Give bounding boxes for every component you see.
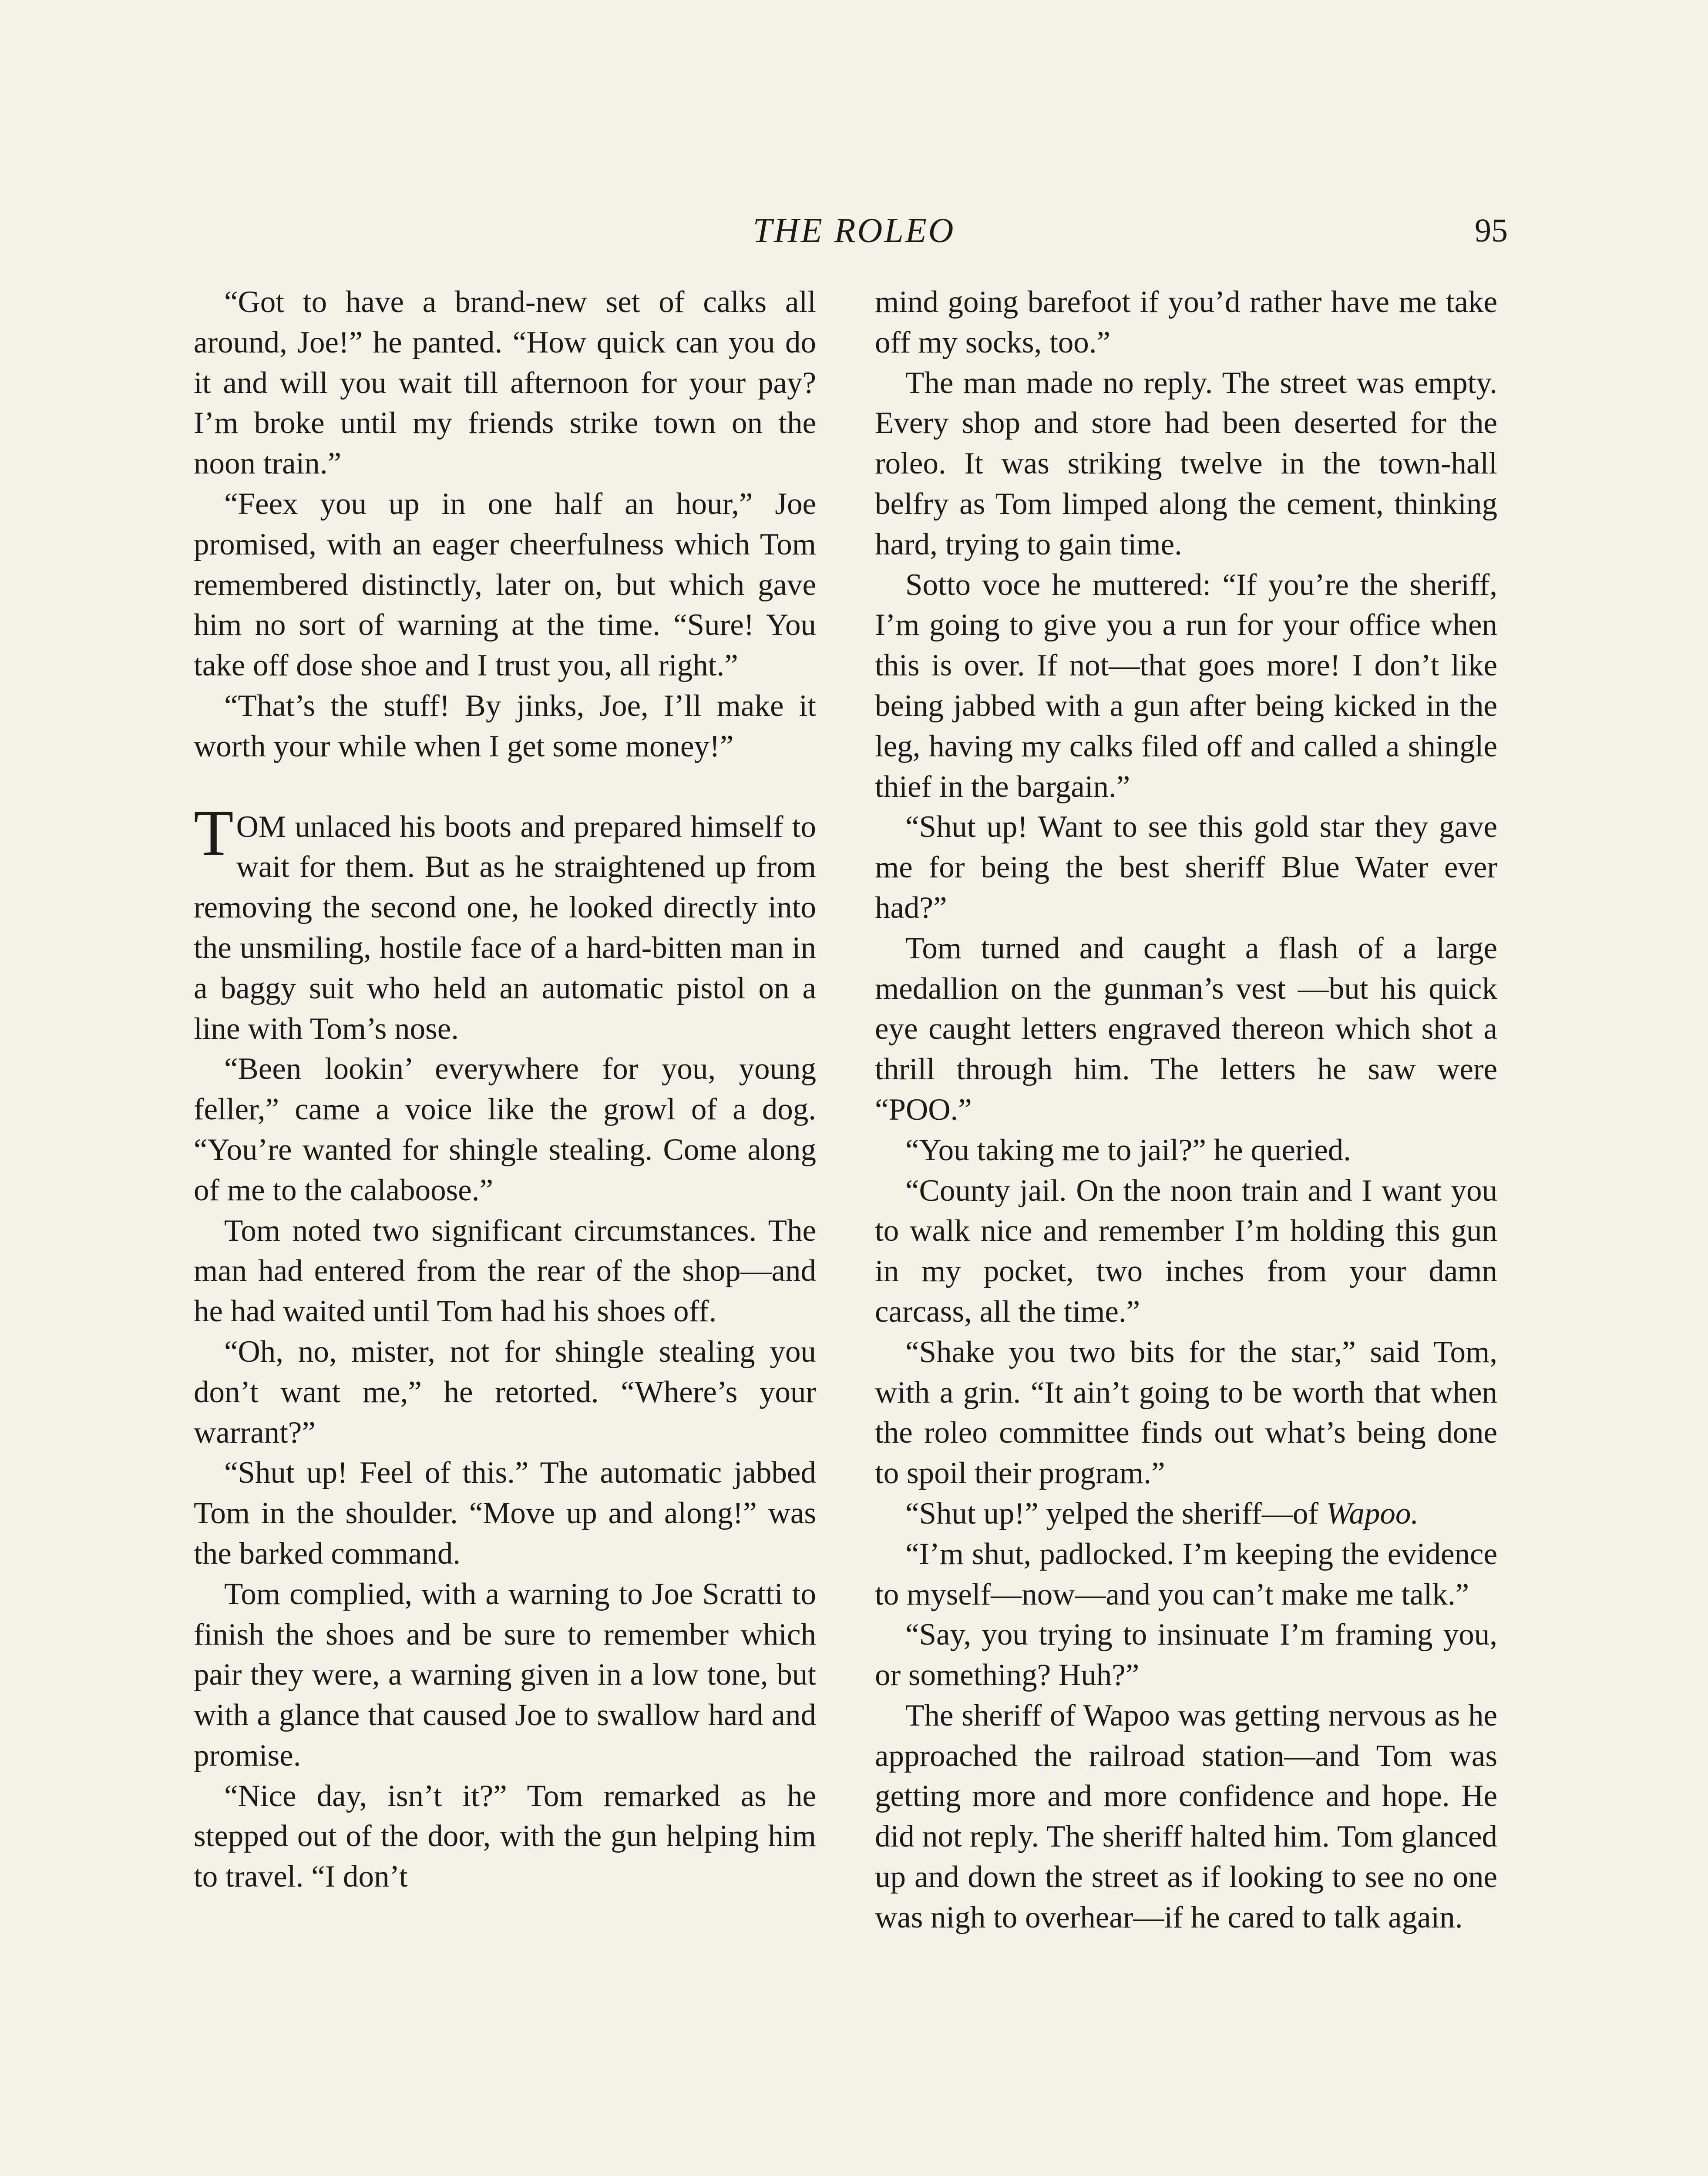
paragraph: “Shut up! Feel of this.” The automatic jabbed Tom in the shoulder. “Move up and along!” was the barked command. [194, 1456, 816, 1571]
paragraph: “I’m shut, padlocked. I’m keeping the evidence to myself—now—and you can’t make me talk.” [875, 1537, 1497, 1612]
running-head [0, 205, 1708, 257]
paragraph: “Feex you up in one half an hour,” Joe promised, with an eager cheerfulness which Tom remembered distinctly, later on, but which gave him no sort of warning at the time. “Sure! You take off dose shoe and I trust you, all right.” [194, 487, 816, 683]
italic-word: Wapoo. [1326, 1496, 1419, 1531]
section-start-text: OM unlaced his boots and prepared himself to wait for them. But as he straightened up from removing the second one, he looked directly into the unsmiling, hostile face of a hard-bitten man in a baggy suit who held an automatic pistol on a line with Tom’s nose. [194, 809, 816, 1046]
right-column [875, 282, 1497, 1938]
paragraph-text: “Shut up!” yelped the sheriff—of [905, 1496, 1319, 1531]
continued-paragraph: mind going barefoot if you’d rather have me take off my socks, too.” [875, 285, 1497, 359]
paragraph: “Shake you two bits for the star,” said Tom, with a grin. “It ain’t going to be worth that when the roleo committee finds out what’s being done to spoil their program.” [875, 1335, 1497, 1491]
left-column [194, 282, 816, 1897]
section-start-paragraph [194, 796, 816, 1049]
paragraph: The sheriff of Wapoo was getting nervous as he approached the railroad station—and Tom was getting more and more confidence and hope. He did not reply. The sheriff halted him. Tom glanced up and down the street as if looking to see no one was nigh to overhear—if he cared to talk again. [875, 1698, 1497, 1934]
paragraph: Tom turned and caught a flash of a large medallion on the gunman’s vest —but his quick eye caught letters engraved thereon which shot a thrill through him. The letters he saw were “POO.” [875, 931, 1497, 1127]
paragraph: “County jail. On the noon train and I want you to walk nice and remember I’m holding this gun in my pocket, two inches from your damn carcass, all the time.” [875, 1173, 1497, 1329]
paragraph: “Been lookin’ everywhere for you, young feller,” came a voice like the growl of a dog. “You’re wanted for shingle stealing. Come along of me to the calaboose.” [194, 1052, 816, 1207]
paragraph: “Say, you trying to insinuate I’m framing you, or something? Huh?” [875, 1618, 1497, 1692]
paragraph: “Oh, no, mister, not for shingle stealing you don’t want me,” he retorted. “Where’s your warrant?” [194, 1334, 816, 1450]
paragraph: “You taking me to jail?” he queried. [905, 1133, 1351, 1167]
paragraph: The man made no reply. The street was empty. Every shop and store had been deserted for the roleo. It was striking twelve in the town-hall belfry as Tom limped along the cement, thinking hard, trying to gain time. [875, 366, 1497, 561]
paragraph: “Nice day, isn’t it?” Tom remarked as he stepped out of the door, with the gun helping him to travel. “I don’t [194, 1779, 816, 1894]
paragraph: Tom complied, with a warning to Joe Scratti to finish the shoes and be sure to remember which pair they were, a warning given in a low tone, but with a glance that caused Joe to swallow hard and promise. [194, 1577, 816, 1773]
drop-cap: T [194, 796, 234, 869]
paragraph: “Got to have a brand-new set of calks all around, Joe!” he panted. “How quick can you do it and will you wait till afternoon for your pay? I’m broke until my friends strike town on the noon train.” [194, 285, 816, 481]
paragraph: Tom noted two significant circumstances. The man had entered from the rear of the shop—and he had waited until Tom had his shoes off. [194, 1213, 816, 1329]
paragraph: “Shut up! Want to see this gold star they gave me for being the best sheriff Blue Water ever had?” [875, 810, 1497, 925]
running-title: THE ROLEO [753, 212, 955, 250]
page-number: 95 [1475, 212, 1508, 249]
paragraph: “That’s the stuff! By jinks, Joe, I’ll make it worth your while when I get some money!” [194, 688, 816, 763]
paragraph [875, 1494, 1497, 1534]
paragraph: Sotto voce he muttered: “If you’re the sheriff, I’m going to give you a run for your office when this is over. If not—that goes more! I don’t like being jabbed with a gun after being kicked in the leg, having my calks filed off and called a shingle thief in the bargain.” [875, 568, 1497, 804]
